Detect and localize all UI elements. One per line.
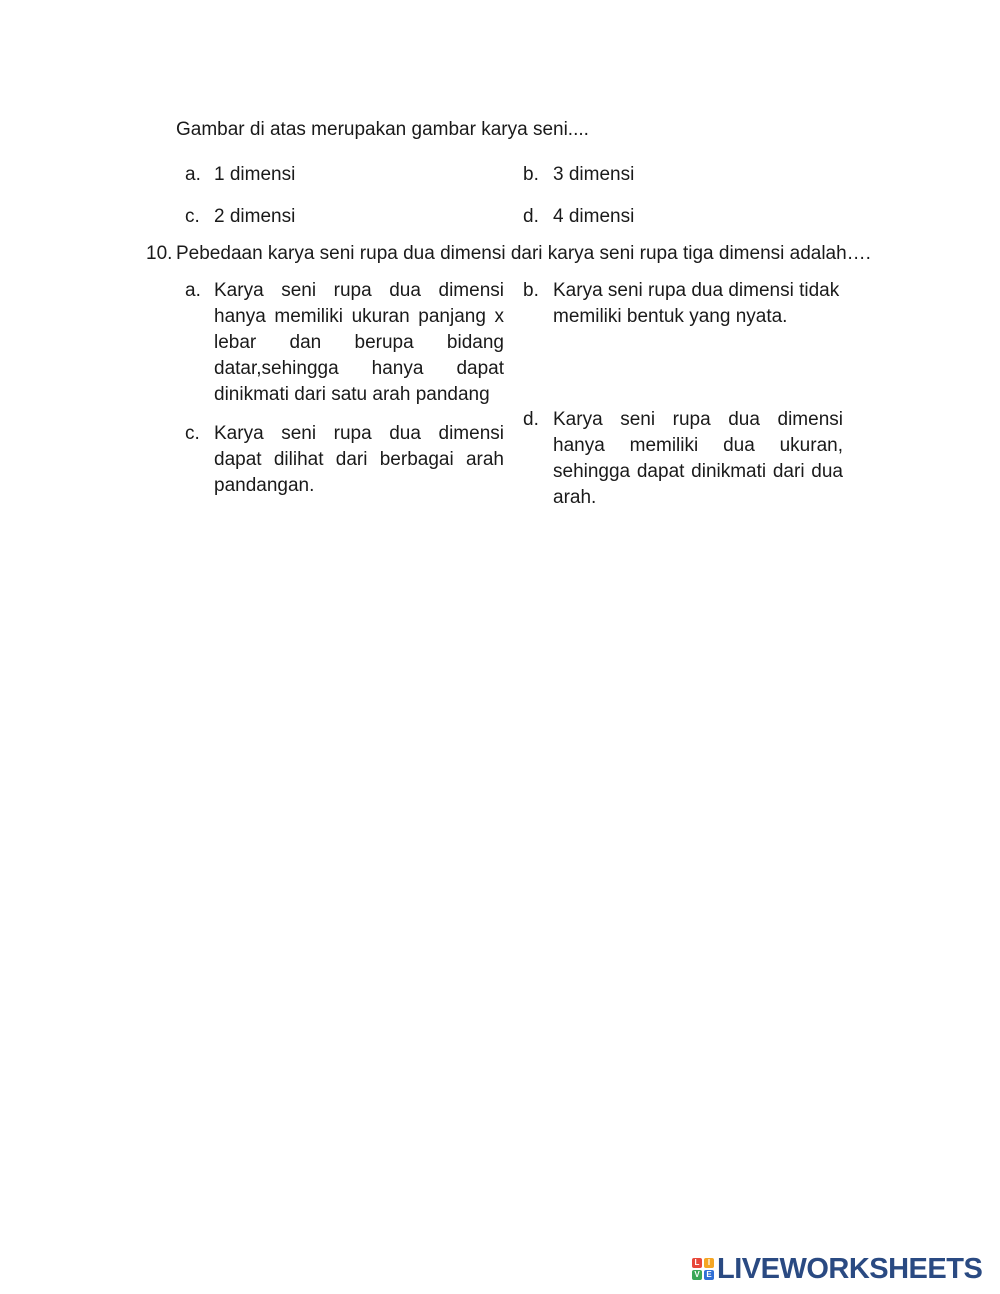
logo-letter-i: I bbox=[704, 1258, 714, 1268]
q10-option-a[interactable]: Karya seni rupa dua dimensi hanya memiliki ukuran panjang x lebar dan berupa bidang datar,sehingga hanya dapat dinikmati dari satu arah pandang bbox=[214, 280, 504, 405]
q9-option-a-label: a. bbox=[185, 164, 201, 185]
q10-option-c-label: c. bbox=[185, 423, 200, 444]
q10-option-b[interactable]: Karya seni rupa dua dimensi tidak memiliki bentuk yang nyata. bbox=[553, 280, 840, 327]
q10-option-d-label: d. bbox=[523, 409, 539, 430]
logo-letter-l: L bbox=[692, 1258, 702, 1268]
q9-option-b[interactable]: 3 dimensi bbox=[553, 164, 635, 185]
q10-option-a-label: a. bbox=[185, 280, 201, 301]
logo-icon bbox=[692, 1258, 714, 1280]
logo-letter-v: V bbox=[692, 1270, 702, 1280]
q9-option-c[interactable]: 2 dimensi bbox=[214, 206, 296, 227]
question-9-stem: Gambar di atas merupakan gambar karya seni.... bbox=[176, 119, 589, 140]
q10-option-d[interactable]: Karya seni rupa dua dimensi hanya memiliki dua ukuran, sehingga dapat dinikmati dari dua arah. bbox=[553, 409, 843, 508]
q9-option-a[interactable]: 1 dimensi bbox=[214, 164, 296, 185]
q9-option-c-label: c. bbox=[185, 206, 200, 227]
q10-option-b-label: b. bbox=[523, 280, 539, 301]
liveworksheets-logo bbox=[692, 1252, 982, 1286]
q9-option-d[interactable]: 4 dimensi bbox=[553, 206, 635, 227]
question-10-stem: Pebedaan karya seni rupa dua dimensi dari karya seni rupa tiga dimensi adalah…. bbox=[176, 243, 871, 264]
q9-option-b-label: b. bbox=[523, 164, 539, 185]
q9-option-d-label: d. bbox=[523, 206, 539, 227]
question-10-number: 10. bbox=[146, 243, 173, 264]
brand-text: LIVEWORKSHEETS bbox=[717, 1253, 983, 1285]
q10-option-c[interactable]: Karya seni rupa dua dimensi dapat dilihat dari berbagai arah pandangan. bbox=[214, 423, 504, 496]
logo-letter-e: E bbox=[704, 1270, 714, 1280]
